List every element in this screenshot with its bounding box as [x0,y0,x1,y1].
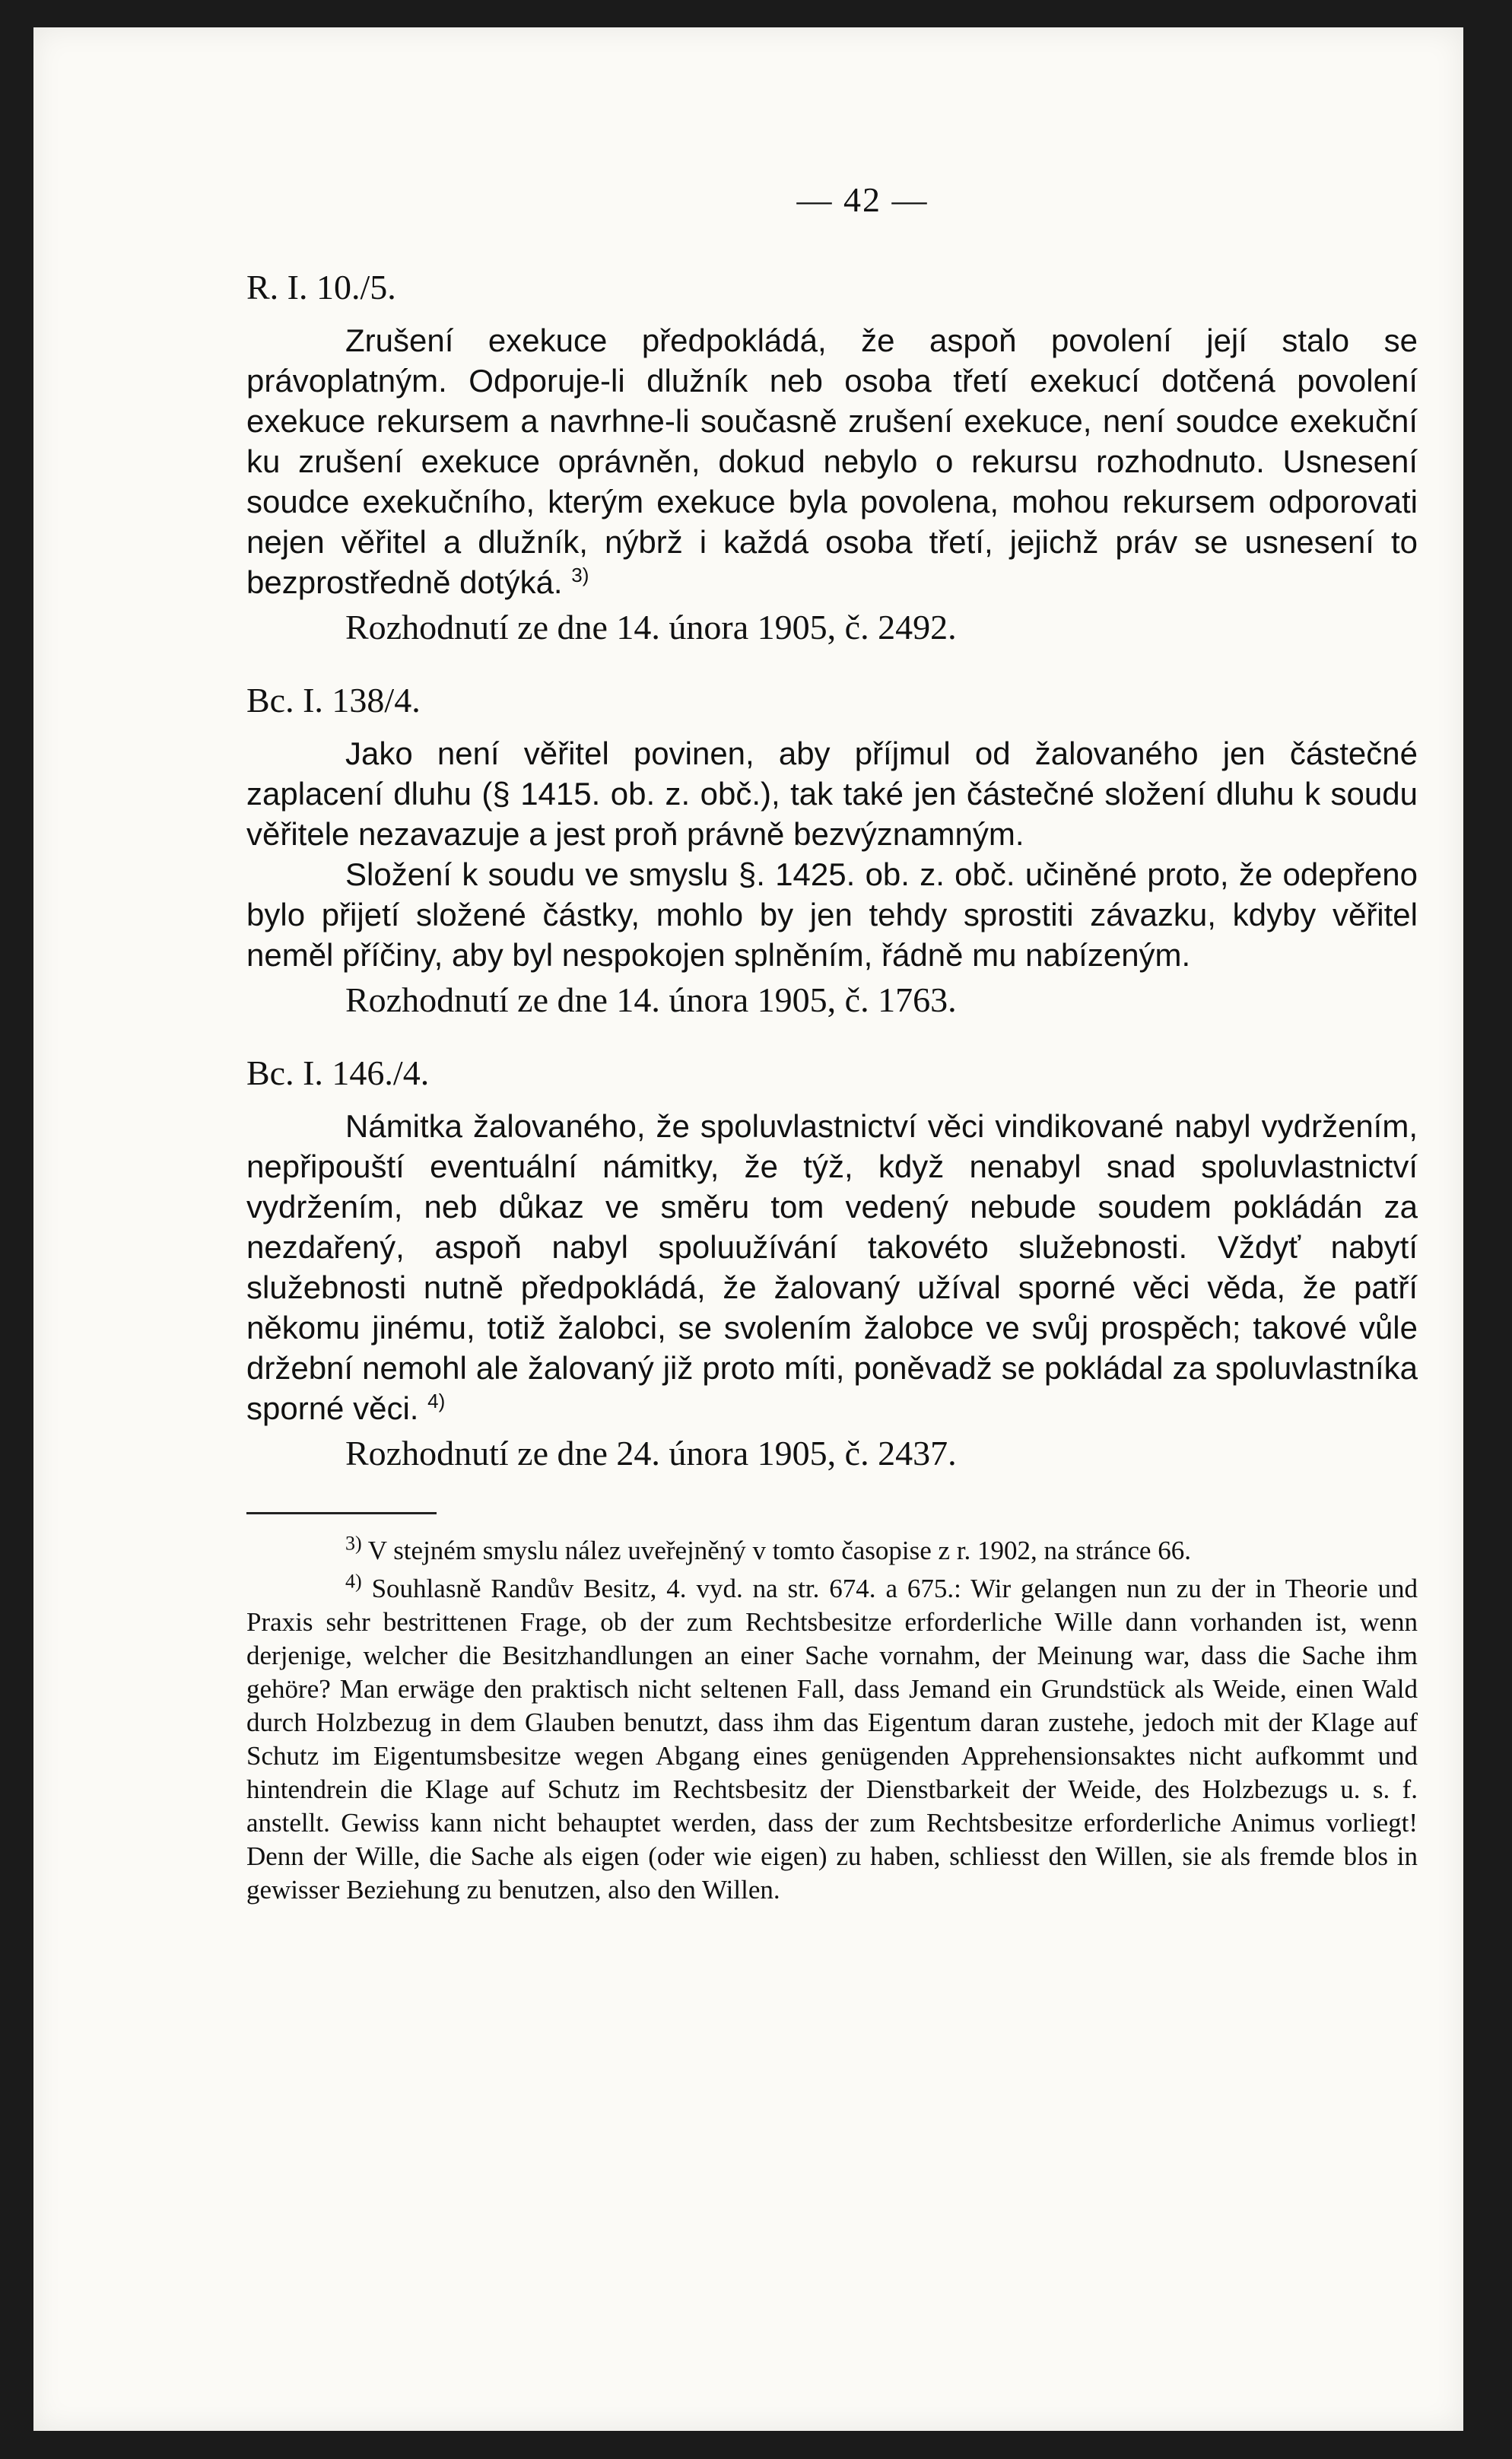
footnote [246,1534,1418,1568]
section-reference: Bc. I. 146./4. [246,1053,430,1092]
section-body: Jako není věřitel povinen, aby příjmul od žalovaného jen částečné zaplacení dluhu (§ 1415. ob. z. obč.), tak také jen částečné složení dluhu k soudu věřitele nezavazuje a jest proň právně bezvýznamným. [246,735,1418,852]
decision-line: Rozhodnutí ze dne 24. února 1905, č. 2437. [345,1434,957,1473]
decision-line: Rozhodnutí ze dne 14. února 1905, č. 1763. [345,980,957,1019]
footnote-mark-number: 4 [345,1570,355,1593]
footnote-divider [246,1512,437,1514]
paper-sheet [33,27,1463,2431]
footnote-mark-number: 3 [345,1532,355,1555]
footnote-mark: 3) [345,1532,362,1555]
footnotes [246,1534,1418,1907]
section-body [246,320,1418,602]
section-bc-i-146-4 [246,1051,1418,1476]
section-reference: Bc. I. 138/4. [246,681,421,720]
footnote-text: Souhlasně Randův Besitz, 4. vyd. na str. 674. a 675.: Wir gelangen nun zu der in Theorie und Praxis sehr bestrittenen Frage, ob der zum Rechtsbesitze erforderliche Wille dann vorhanden ist, wenn derjenige, welcher die Besitzhandlungen an einer Sache vornahm, der Meinung war, dass die Sache ihm gehöre? Man erwäge den praktisch nicht seltenen Fall, dass Jemand ein Grundstück als Weide, einen Wald durch Holzbezug in dem Glauben benutzt, dass ihm das Eigentum daran zustehe, jedoch mit der Klage auf Schutz im Eigentumsbesitze wegen Abgang eines genügenden Apprehensionsaktes nicht aufkommt und hintendrein die Klage auf Schutz im Rechtsbesitz der Dienstbarkeit der Weide, des Holzbezugs u. s. f. anstellt. Gewiss kann nicht behauptet werden, dass der zum Rechtsbesitze erforderliche Animus vorliegt! Denn der Wille, die Sache als eigen (oder wie eigen) zu haben, schliesst den Willen, sie als fremde blos in gewisser Beziehung zu benutzen, also den Willen. [246,1574,1418,1905]
footnote-marker-number: 4 [427,1390,439,1412]
footnote-marker: 3) [571,564,589,586]
footnote-text: V stejném smyslu nález uveřejněný v tomto časopise z r. 1902, na stránce 66. [367,1536,1191,1565]
footnote-marker-number: 3 [571,564,583,586]
page-number: — 42 — [796,180,929,219]
section-r-i-10-5 [246,265,1418,650]
section-body-text: Námitka žalovaného, že spoluvlastnictví věci vindikované nabyl vydržením, nepřipouští eventuální námitky, že týž, když nenabyl snad spoluvlastnictví vydržením, neb důkaz ve směru tom vedený nebude soudem pokládán za nezdařený, aspoň nabyl spoluužívání takovéto služebnosti. Vždyť nabytí služebnosti nutně předpokládá, že žalovaný užíval sporné věci věda, že patří někomu jinému, totiž žalobci, se svolením žalobce ve svůj prospěch; takové vůle držební nemohl ale žalovaný již proto míti, poněvadž se pokládal za spoluvlastníka sporné věci. [246,1108,1418,1426]
decision-line: Rozhodnutí ze dne 14. února 1905, č. 2492. [345,608,957,647]
section-body-text: Zrušení exekuce předpokládá, že aspoň povolení její stalo se právoplatným. Odporuje-li dlužník neb osoba třetí exekucí dotčená povolení exekuce rekursem a navrhne-li současně zrušení exekuce, není soudce exekuční ku zrušení exekuce oprávněn, dokud nebylo o rekursu rozhodnuto. Usnesení soudce exekučního, kterým exekuce byla povolena, mohou rekursem odporovati nejen věřitel a dlužník, nýbrž i každá osoba třetí, jejichž práv se usnesení to bezprostředně dotýká. [246,322,1418,600]
document-page [246,180,1418,1911]
section-body [246,1106,1418,1428]
section-bc-i-138-4 [246,678,1418,1022]
footnote-mark: 4) [345,1570,362,1593]
footnote [246,1572,1418,1907]
section-reference: R. I. 10./5. [246,268,396,307]
footnote-marker: 4) [427,1390,446,1412]
section-body-continued: Složení k soudu ve smyslu §. 1425. ob. z. obč. učiněné proto, že odepřeno bylo přijetí složené částky, mohlo by jen tehdy sprostiti závazku, kdyby věřitel neměl příčiny, aby byl nespokojen splněním, řádně mu nabízeným. [246,856,1418,973]
